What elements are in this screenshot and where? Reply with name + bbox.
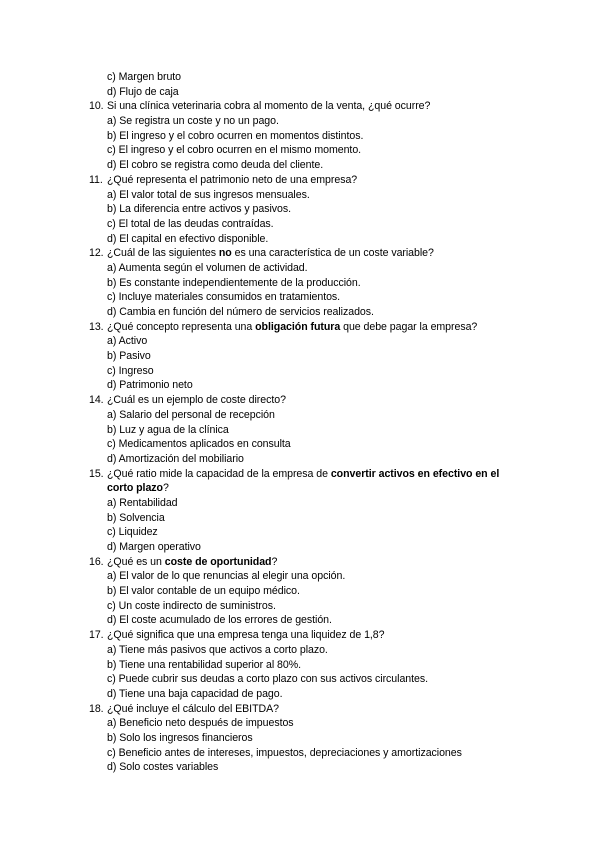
option-line: d) Margen operativo <box>107 541 201 553</box>
question-17 <box>0 628 600 643</box>
question-text-post: que debe pagar la empresa? <box>340 320 478 333</box>
option-line: d) Amortización del mobiliario <box>107 452 244 465</box>
option-line: b) El valor contable de un equipo médico. <box>107 585 300 598</box>
option-line: a) Beneficio neto después de impuestos <box>107 717 294 730</box>
option-line: c) Un coste indirecto de suministros. <box>107 599 276 612</box>
question-text: ¿Qué significa que una empresa tenga una liquidez de 1,8? <box>107 629 385 642</box>
question-number: 17. <box>89 629 104 642</box>
option-line: a) El valor total de sus ingresos mensuales. <box>107 188 310 201</box>
question-12 <box>0 246 600 261</box>
option-line: b) Tiene una rentabilidad superior al 80%. <box>107 658 302 671</box>
option-line: b) Solvencia <box>107 511 165 524</box>
option-line: d) Tiene una baja capacidad de pago. <box>107 687 283 700</box>
question-number: 18. <box>89 702 104 715</box>
question-number: 15. <box>89 467 104 480</box>
option-line: c) Liquidez <box>107 526 158 539</box>
document-page <box>0 70 600 775</box>
question-number: 13. <box>89 320 104 333</box>
question-15 <box>0 467 600 482</box>
question-number: 10. <box>89 100 104 113</box>
option-line: c) El ingreso y el cobro ocurren en el mismo momento. <box>107 144 362 157</box>
question-number: 11. <box>89 173 103 186</box>
question-number: 14. <box>89 394 104 407</box>
question-text-post: es una característica de un coste variable? <box>231 247 434 260</box>
question-text-pre: ¿Cuál de las siguientes <box>107 247 219 260</box>
option-line: c) Puede cubrir sus deudas a corto plazo con sus activos circulantes. <box>107 673 428 686</box>
question-number: 16. <box>89 555 104 568</box>
question-14 <box>0 393 600 408</box>
question-text: Si una clínica veterinaria cobra al momento de la venta, ¿qué ocurre? <box>107 100 431 113</box>
option-line: c) Medicamentos aplicados en consulta <box>107 438 291 451</box>
question-text-pre: ¿Qué ratio mide la capacidad de la empresa de <box>107 467 331 480</box>
option-line: d) Solo costes variables <box>107 761 219 774</box>
option-line: c) Beneficio antes de intereses, impuestos, depreciaciones y amortizaciones <box>107 746 462 759</box>
option-line: d) Cambia en función del número de servicios realizados. <box>107 306 374 318</box>
option-line: a) Tiene más pasivos que activos a corto plazo. <box>107 643 328 656</box>
option-line: a) Salario del personal de recepción <box>107 408 275 421</box>
question-number: 12. <box>89 247 104 260</box>
question-10 <box>0 99 600 114</box>
question-11 <box>0 173 600 188</box>
option-line: d) Patrimonio neto <box>107 379 193 392</box>
question-text-bold: no <box>218 247 232 260</box>
option-line: d) El coste acumulado de los errores de gestión. <box>107 614 332 627</box>
option-line: b) Es constante independientemente de la producción. <box>107 276 361 289</box>
option-line: d) El cobro se registra como deuda del cliente. <box>107 159 324 172</box>
option-line: b) Pasivo <box>107 350 151 363</box>
question-text-bold: coste de oportunidad <box>164 555 272 568</box>
option-line: a) Activo <box>107 335 148 348</box>
question-text-bold: obligación futura <box>255 320 341 333</box>
option-line: b) El ingreso y el cobro ocurren en momentos distintos. <box>107 129 364 142</box>
question-18 <box>0 702 600 717</box>
option-line: c) Incluye materiales consumidos en tratamientos. <box>107 291 341 304</box>
question-text-post: ? <box>162 482 169 495</box>
question-text-pre: ¿Qué es un <box>107 555 165 568</box>
question-text: ¿Cuál es un ejemplo de coste directo? <box>107 394 286 407</box>
option-line: b) Solo los ingresos financieros <box>107 731 253 744</box>
option-line: c) El total de las deudas contraídas. <box>107 217 274 230</box>
option-line: d) Flujo de caja <box>107 85 179 98</box>
question-16 <box>0 555 600 570</box>
option-line: a) Se registra un coste y no un pago. <box>107 115 279 128</box>
question-text: ¿Qué incluye el cálculo del EBITDA? <box>107 702 279 715</box>
option-line: a) Rentabilidad <box>107 496 178 509</box>
question-text-post: ? <box>271 555 278 568</box>
option-line: d) El capital en efectivo disponible. <box>107 232 269 245</box>
option-line: c) Margen bruto <box>107 71 182 83</box>
option-line: a) Aumenta según el volumen de actividad. <box>107 261 308 274</box>
question-15-continuation <box>0 481 600 496</box>
option-line: a) El valor de lo que renuncias al elegir una opción. <box>107 570 346 583</box>
option-line: c) Ingreso <box>107 364 154 377</box>
question-text: ¿Qué representa el patrimonio neto de una empresa? <box>107 173 358 186</box>
question-13 <box>0 320 600 335</box>
option-line: b) Luz y agua de la clínica <box>107 423 229 436</box>
option-line: b) La diferencia entre activos y pasivos. <box>107 203 292 216</box>
question-text-pre: ¿Qué concepto representa una <box>107 320 256 333</box>
question-text-bold: convertir activos en efectivo en el <box>330 467 500 480</box>
question-text-bold: corto plazo <box>107 482 163 495</box>
